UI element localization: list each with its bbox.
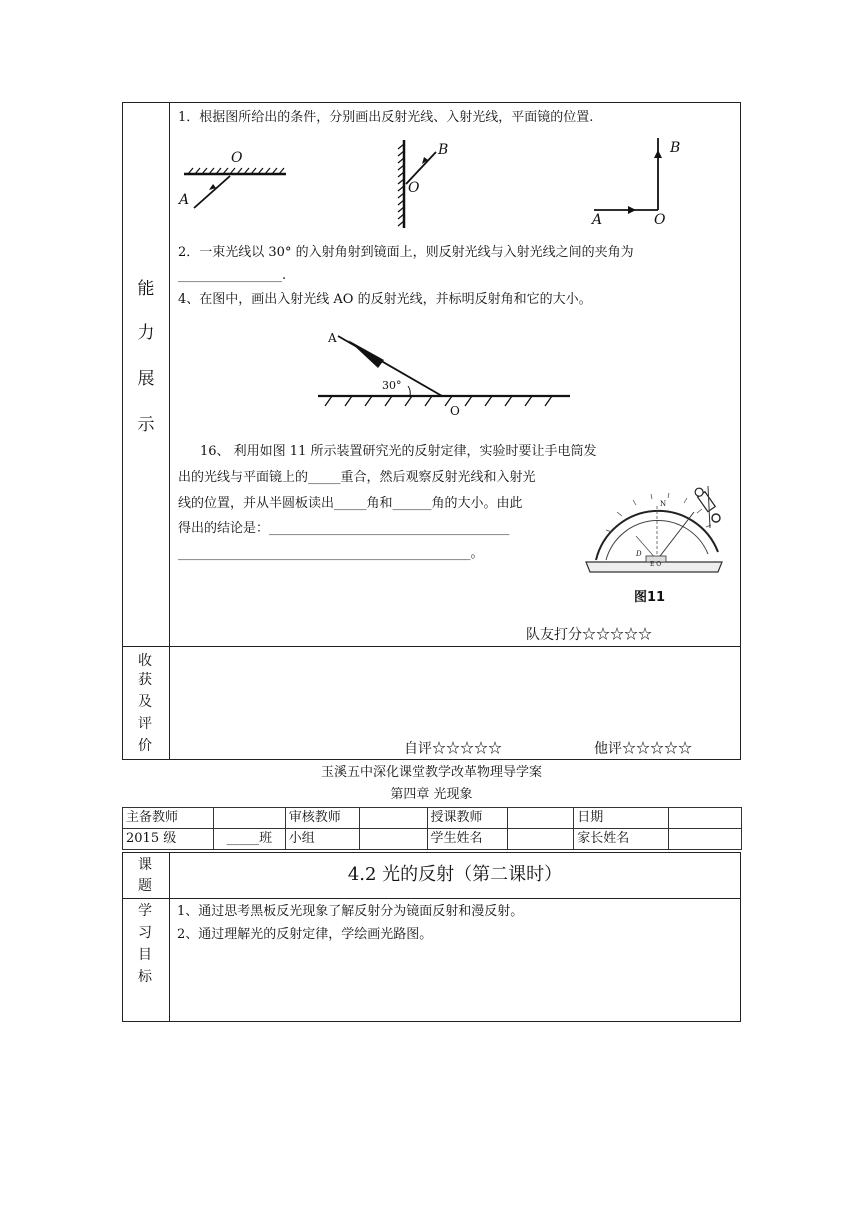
school-title: 玉溪五中深化课堂教学改革物理导学案 bbox=[320, 765, 542, 780]
fig2-label-b: B bbox=[438, 142, 449, 158]
side-char: 收 bbox=[138, 653, 152, 669]
question-16-line2: 出的光线与平面镜上的_____重合，然后观察反射光线和入射光 bbox=[178, 470, 536, 485]
side-char: 价 bbox=[138, 738, 152, 754]
q4-label-o: O bbox=[450, 404, 460, 418]
fig3-label-o: O bbox=[654, 212, 666, 228]
question-2-text: 2．一束光线以 30° 的入射角射到镜面上，则反射光线与入射光线之间的夹角为 bbox=[178, 245, 634, 260]
topic-top-border bbox=[122, 852, 741, 853]
fig1-label-o: O bbox=[231, 150, 243, 166]
table-cell: 主备教师 bbox=[123, 808, 214, 829]
side-char: 学 bbox=[138, 903, 152, 919]
question-2-blank: ________________. bbox=[178, 268, 287, 283]
table-cell: 审核教师 bbox=[285, 808, 359, 829]
side-char: 示 bbox=[137, 415, 155, 435]
side-char: 获 bbox=[138, 672, 152, 688]
question-16-line5: _____________________________________________。 bbox=[178, 546, 484, 561]
frame-right-border bbox=[740, 102, 741, 760]
table-cell[interactable] bbox=[669, 829, 742, 850]
ray-figure-3 bbox=[590, 134, 680, 216]
q4-angle-label: 30° bbox=[382, 379, 402, 392]
question-4-text: 4、在图中，画出入射光线 AO 的反射光线，并标明反射角和它的大小。 bbox=[178, 292, 592, 307]
side-char: 习 bbox=[138, 925, 152, 941]
side-char: 展 bbox=[137, 369, 155, 389]
table-cell: 家长姓名 bbox=[574, 829, 669, 850]
question-16-line4: 得出的结论是：_____________________________________ bbox=[178, 521, 510, 536]
goal-item-1: 1、通过思考黑板反光现象了解反射分为镜面反射和漫反射。 bbox=[177, 904, 524, 919]
topic-row-divider bbox=[122, 898, 741, 899]
frame-top-border bbox=[122, 102, 741, 103]
side-char: 评 bbox=[138, 716, 152, 732]
fig11-label-eo: E O bbox=[650, 561, 662, 568]
table-cell[interactable] bbox=[213, 808, 285, 829]
chapter-title: 第四章 光现象 bbox=[390, 787, 473, 802]
info-table bbox=[122, 807, 742, 850]
peer-score: 队友打分☆☆☆☆☆ bbox=[526, 627, 652, 643]
other-evaluation: 他评☆☆☆☆☆ bbox=[594, 741, 692, 757]
side-char: 力 bbox=[137, 323, 155, 343]
topic-right-border bbox=[740, 852, 741, 1022]
table-cell: 小组 bbox=[285, 829, 359, 850]
goal-item-2: 2、通过理解光的反射定律，学绘画光路图。 bbox=[177, 927, 433, 942]
self-evaluation: 自评☆☆☆☆☆ bbox=[404, 741, 502, 757]
table-cell[interactable]: _____班 bbox=[213, 829, 285, 850]
table-row bbox=[123, 829, 742, 850]
side-char: 题 bbox=[138, 878, 152, 894]
lesson-title: 4.2 光的反射（第二课时） bbox=[347, 864, 563, 885]
q4-label-a: A bbox=[328, 331, 337, 345]
question-16-line3: 线的位置，并从半圆板读出_____角和______角的大小。由此 bbox=[178, 496, 523, 511]
side-char: 目 bbox=[138, 947, 152, 963]
side-char: 课 bbox=[138, 857, 152, 873]
table-cell[interactable] bbox=[669, 808, 742, 829]
table-cell[interactable] bbox=[508, 808, 574, 829]
frame-row-divider bbox=[122, 646, 741, 647]
table-cell[interactable] bbox=[359, 829, 427, 850]
table-cell: 授课教师 bbox=[427, 808, 508, 829]
side-char: 能 bbox=[137, 279, 155, 299]
topic-bottom-border bbox=[122, 1021, 741, 1022]
table-cell: 学生姓名 bbox=[427, 829, 508, 850]
side-char: 标 bbox=[138, 969, 152, 985]
table-cell: 2015 级 bbox=[123, 829, 214, 850]
table-row bbox=[123, 808, 742, 829]
fig2-label-o: O bbox=[408, 180, 420, 196]
table-cell[interactable] bbox=[508, 829, 574, 850]
fig3-label-b: B bbox=[670, 140, 681, 156]
fig11-label-d: D bbox=[636, 550, 642, 558]
table-cell: 日期 bbox=[574, 808, 669, 829]
frame-bottom-border bbox=[122, 759, 741, 760]
table-cell[interactable] bbox=[359, 808, 427, 829]
figure-11-caption: 图11 bbox=[634, 590, 666, 605]
fig1-label-a: A bbox=[179, 192, 190, 208]
fig11-label-n: N bbox=[660, 500, 667, 508]
question-16-line1: 16、 利用如图 11 所示装置研究光的反射定律，实验时要让手电筒发 bbox=[200, 444, 597, 459]
question-1-text: 1．根据图所给出的条件，分别画出反射光线、入射光线，平面镜的位置. bbox=[178, 110, 594, 125]
side-char: 及 bbox=[138, 694, 152, 710]
fig3-label-a: A bbox=[592, 212, 603, 228]
incident-ray-figure bbox=[312, 326, 576, 414]
